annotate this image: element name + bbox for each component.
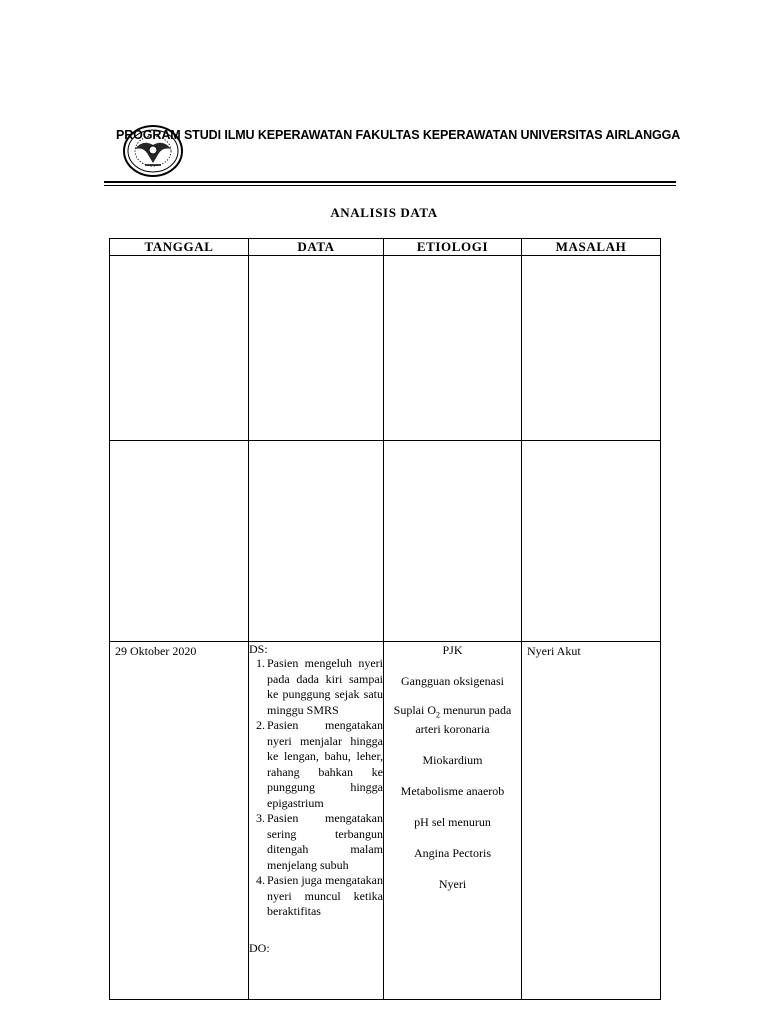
etiologi-step: Nyeri [438, 877, 467, 892]
table-row [110, 642, 661, 1000]
etiologi-step: PJK [442, 643, 463, 657]
table-row [110, 441, 661, 642]
etiologi-subscript: 2 [436, 710, 441, 720]
table-cell [522, 256, 661, 441]
header-etiologi: ETIOLOGI [384, 239, 522, 256]
table-cell [110, 441, 249, 642]
ds-label: DS: [249, 642, 268, 656]
ds-item-text: Pasien mengeluh nyeri pada dada kiri sampai ke punggung sejak satu minggu SMRS [267, 656, 383, 717]
list-item: 3. Pasien mengatakan sering terbangun ditengah malam menjelang subuh [256, 811, 383, 872]
analysis-table [109, 238, 661, 1000]
list-item: 4. Pasien juga mengatakan nyeri muncul ketika beraktifitas [256, 873, 383, 918]
ds-item-text: Pasien mengatakan nyeri menjalar hingga ke lengan, bahu, leher, rahang bahkan ke punggung hingga epigastrium [267, 718, 383, 810]
table-cell [384, 441, 522, 642]
do-label: DO: [249, 940, 270, 955]
header-tanggal: TANGGAL [110, 239, 249, 256]
document-title: ANALISIS DATA [330, 205, 438, 220]
header-rule-thin [104, 185, 676, 186]
table-cell [249, 441, 384, 642]
table-cell [249, 256, 384, 441]
table-cell [384, 256, 522, 441]
etiologi-step: pH sel menurun [414, 815, 491, 830]
institution-header: PROGRAM STUDI ILMU KEPERAWATAN FAKULTAS KEPERAWATAN UNIVERSITAS AIRLANGGA [116, 128, 681, 142]
ds-item-text: Pasien juga mengatakan nyeri muncul ketika beraktifitas [267, 873, 383, 918]
etiologi-text: menurun pada arteri koronaria [415, 703, 512, 737]
list-item: 2. Pasien mengatakan nyeri menjalar hingga ke lengan, bahu, leher, rahang bahkan ke punggung hingga epigastrium [256, 718, 383, 810]
date-cell: 29 Oktober 2020 [110, 642, 249, 1000]
table-cell [110, 256, 249, 441]
data-cell [249, 642, 384, 1000]
etiologi-step: Metabolisme anaerob [400, 784, 505, 799]
etiologi-text: Suplai O [393, 703, 437, 717]
ds-list [249, 656, 383, 920]
header-rule-thick [104, 181, 676, 183]
etiologi-cell [384, 642, 522, 1000]
list-item: 1. Pasien mengeluh nyeri pada dada kiri sampai ke punggung sejak satu minggu SMRS [256, 656, 383, 717]
ds-item-text: Pasien mengatakan sering terbangun ditengah malam menjelang subuh [267, 811, 383, 872]
etiologi-step [384, 703, 521, 736]
etiologi-step: Gangguan oksigenasi [401, 674, 504, 688]
header-data: DATA [249, 239, 384, 256]
table-row [110, 256, 661, 441]
etiologi-step: Miokardium [422, 753, 483, 768]
table-header-row [110, 239, 661, 256]
masalah-cell: Nyeri Akut [522, 642, 661, 1000]
header-masalah: MASALAH [522, 239, 661, 256]
etiologi-step: Angina Pectoris [414, 846, 491, 861]
table-cell [522, 441, 661, 642]
